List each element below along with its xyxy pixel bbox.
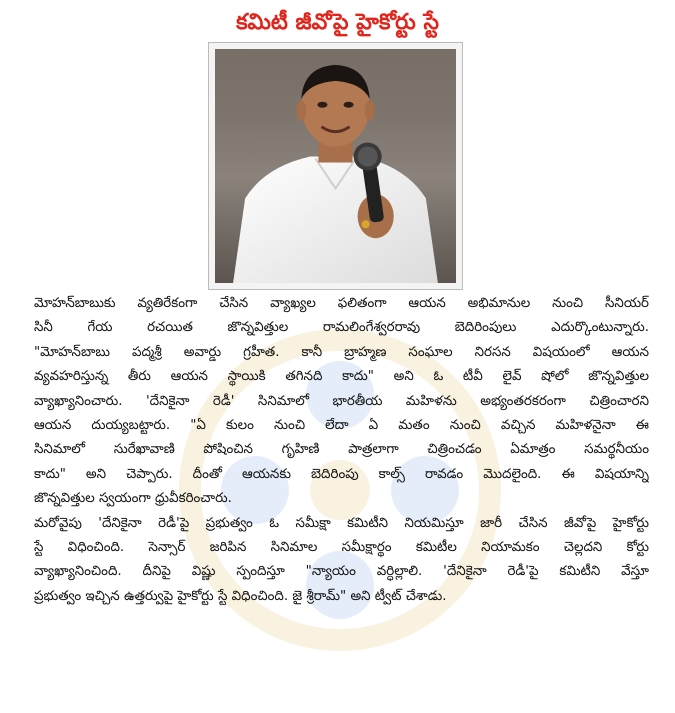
article-body xyxy=(34,292,649,609)
paragraph-line: వ్యాఖ్యానించారు. 'దేనికైనా రెడీ' సినిమాలో భారతీయ మహిళను అభ్యంతరకరంగా చిత్రించారని xyxy=(34,393,649,409)
article-paragraph-1 xyxy=(34,292,649,512)
paragraph-line: సినిమాలో సురేఖావాణి పోషించిన గృహిణి పాత్రలాగా చిత్రించడం ఏమాత్రం సమర్థనీయం xyxy=(34,442,649,458)
article-headline: కమిటీ జీవోపై హైకోర్టు స్టే xyxy=(236,10,439,35)
paragraph-line: ప్రభుత్వం ఇచ్చిన ఉత్తర్వుపై హైకోర్టు స్టే విధించింది. జై శ్రీరామ్" అని ట్వీట్ చేశాడు. xyxy=(34,588,447,604)
speaker-photo-illustration xyxy=(215,49,456,283)
paragraph-line: వ్యాఖ్యానించింది. దీనిపై విష్ణు స్పందిస్తూ "న్యాయం వర్ధిల్లాలి. 'దేనికైనా రెడీ'పై కమిటీని వేస్తూ xyxy=(34,564,649,580)
paragraph-line: మోహన్‌బాబుకు వ్యతిరేకంగా చేసిన వ్యాఖ్యల ఫలితంగా ఆయన అభిమానుల నుంచి సీనియర్ xyxy=(34,296,649,311)
article-paragraph-2 xyxy=(34,512,649,610)
article-photo xyxy=(208,42,463,290)
paragraph-line: వ్యవహరిస్తున్న తీరు ఆయన స్థాయికి తగినది కాదు" అని ఓ టీవీ లైవ్ షోలో జొన్నవిత్తుల xyxy=(34,369,649,385)
paragraph-line: మరోవైపు 'దేనికైనా రెడీ'పై ప్రభుత్వం ఓ సమీక్షా కమిటీని నియమిస్తూ జారీ చేసిన జీవోపై హైకోర్టు xyxy=(34,515,649,531)
paragraph-line: జొన్నవిత్తుల స్వయంగా ధ్రువీకరించారు. xyxy=(34,491,232,507)
paragraph-line: సినీ గేయ రచయిత జొన్నవిత్తుల రామలింగేశ్వరరావు బెదిరింపులు ఎదుర్కొంటున్నారు. xyxy=(34,320,649,336)
paragraph-line: కాదు" అని చెప్పారు. దీంతో ఆయనకు బెదిరింపు కాల్స్ రావడం మొదలైంది. ఈ విషయాన్ని xyxy=(34,466,649,482)
paragraph-line: ఆయన దుయ్యబట్టారు. "ఏ కులం నుంచి లేదా ఏ మతం నుంచి వచ్చిన మహిళనైనా ఈ xyxy=(34,418,649,434)
paragraph-line: "మోహన్‌బాబు పద్మశ్రీ అవార్డు గ్రహీత. కానీ బ్రాహ్మణ సంఘాల నిరసన విషయంలో ఆయన xyxy=(34,344,649,360)
paragraph-line: స్టే విధించింది. సెన్సార్ జరిపిన సినిమాల సమీక్షార్థం కమిటీల నియామకం చెల్లదని కోర్టు xyxy=(34,540,649,556)
